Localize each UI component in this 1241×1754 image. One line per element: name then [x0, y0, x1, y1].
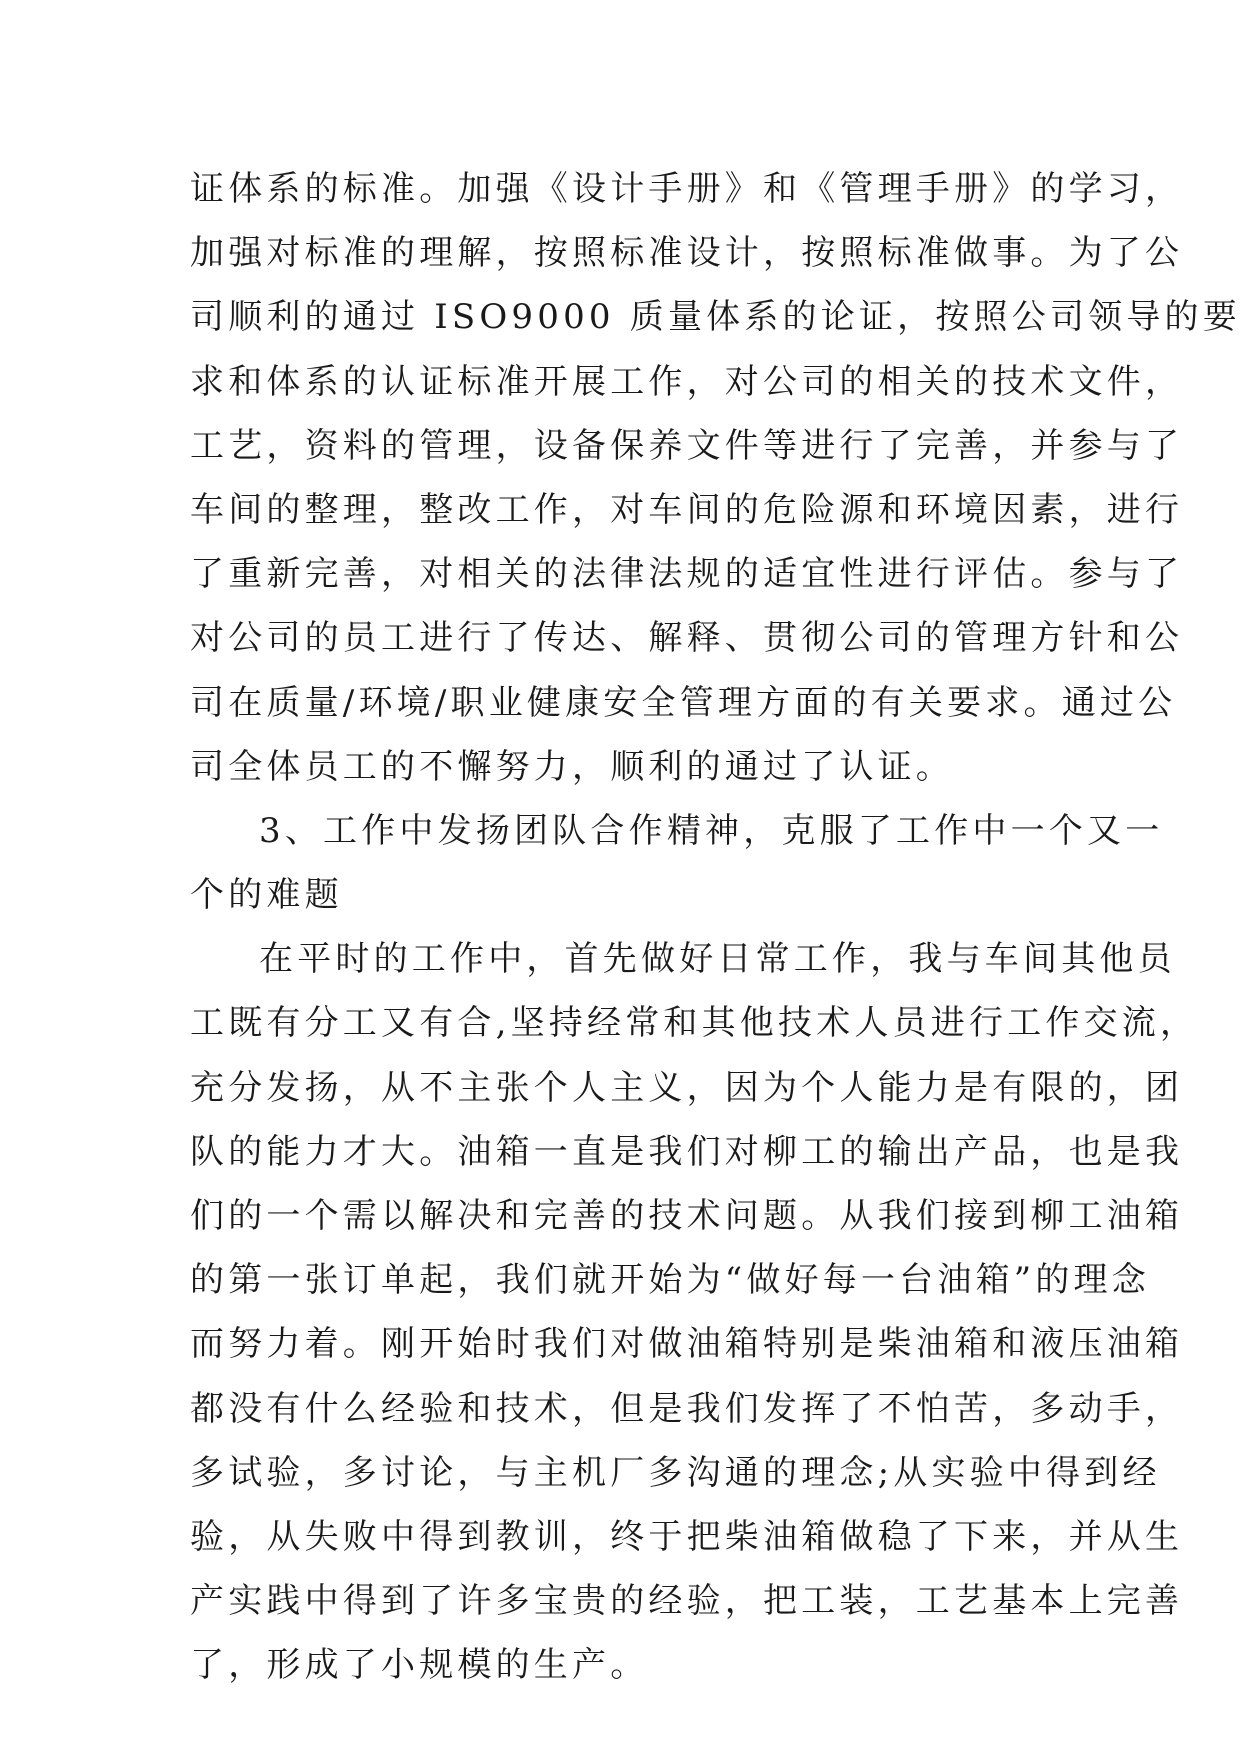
text-line: 工既有分工又有合,坚持经常和其他技术人员进行工作交流， — [190, 1003, 1199, 1044]
text-line: 工艺，资料的管理，设备保养文件等进行了完善，并参与了 — [190, 425, 1184, 466]
text-line: 队的能力才大。油箱一直是我们对柳工的输出产品，也是我 — [190, 1131, 1184, 1172]
text-line: 的第一张订单起，我们就开始为“做好每一台油箱”的理念 — [190, 1260, 1150, 1301]
text-line: 求和体系的认证标准开展工作，对公司的相关的技术文件， — [190, 361, 1184, 402]
text-line: 对公司的员工进行了传达、解释、贯彻公司的管理方针和公 — [190, 618, 1184, 659]
document-body — [190, 157, 1241, 1698]
text-line: 多试验，多讨论，与主机厂多沟通的理念;从实验中得到经 — [190, 1452, 1161, 1493]
text-line: 了重新完善，对相关的法律法规的适宜性进行评估。参与了 — [190, 554, 1184, 595]
text-line: 们的一个需以解决和完善的技术问题。从我们接到柳工油箱 — [190, 1196, 1184, 1236]
text-line: 加强对标准的理解，按照标准设计，按照标准做事。为了公 — [190, 233, 1184, 274]
text-line: 而努力着。刚开始时我们对做油箱特别是柴油箱和液压油箱 — [190, 1324, 1184, 1365]
text-line: 验，从失败中得到教训，终于把柴油箱做稳了下来，并从生 — [190, 1516, 1184, 1557]
section-heading: 3、工作中发扬团队合作精神，克服了工作中一个又一 — [259, 810, 1164, 851]
text-line: 司顺利的通过 ISO9000 质量体系的论证，按照公司领导的要 — [190, 297, 1241, 338]
text-line: 证体系的标准。加强《设计手册》和《管理手册》的学习， — [190, 169, 1184, 209]
text-line: 都没有什么经验和技术，但是我们发挥了不怕苦，多动手， — [190, 1388, 1184, 1429]
text-line: 了，形成了小规模的生产。 — [190, 1645, 649, 1686]
text-line: 车间的整理，整改工作，对车间的危险源和环境因素，进行 — [190, 489, 1184, 530]
text-line: 充分发扬，从不主张个人主义，因为个人能力是有限的，团 — [190, 1067, 1184, 1108]
section-heading-continued: 个的难题 — [190, 875, 343, 916]
paragraph-start: 在平时的工作中，首先做好日常工作，我与车间其他员 — [259, 939, 1176, 980]
text-line: 司全体员工的不懈努力，顺利的通过了认证。 — [190, 746, 954, 787]
text-line: 产实践中得到了许多宝贵的经验，把工装，工艺基本上完善 — [190, 1581, 1184, 1622]
text-line: 司在质量/环境/职业健康安全管理方面的有关要求。通过公 — [190, 682, 1177, 723]
